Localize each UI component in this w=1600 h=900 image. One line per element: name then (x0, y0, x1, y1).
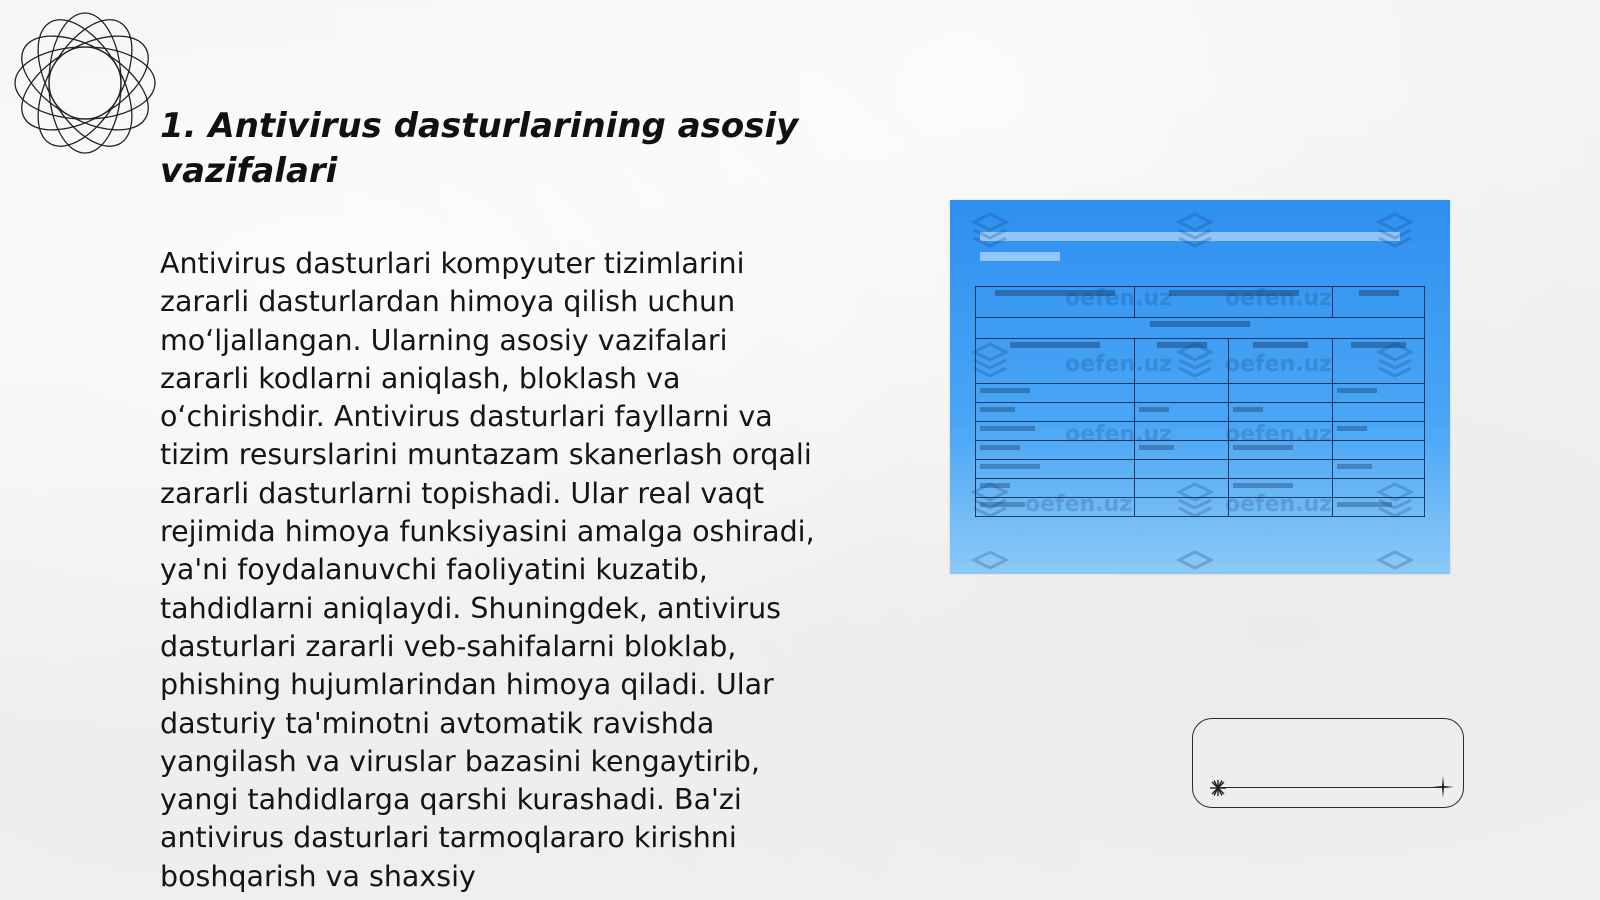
stack-layers-watermark-icon (1175, 548, 1215, 574)
circular-knot-logo-icon (10, 8, 160, 158)
slide-title-line1: 1. Antivirus dasturlarining asosiy (160, 106, 799, 146)
image-heading-blurred (980, 226, 1420, 268)
watermark-text: oefen.uz (1225, 352, 1333, 377)
slide-navigation-box (1192, 718, 1464, 808)
stack-layers-watermark-icon (1375, 548, 1415, 574)
progress-line (1217, 787, 1441, 788)
watermark-text: oefen.uz (1225, 422, 1333, 447)
watermark-text: oefen.uz (1225, 492, 1333, 517)
watermark-text: oefen.uz (1225, 286, 1333, 311)
stack-layers-watermark-icon (970, 548, 1010, 574)
starburst-icon (1209, 779, 1227, 797)
watermark-text: oefen.uz (1065, 286, 1173, 311)
image-table (975, 286, 1425, 517)
watermark-text: oefen.uz (1065, 352, 1173, 377)
slide-title (160, 104, 860, 194)
watermark-text: oefen.uz (1065, 422, 1173, 447)
sparkle-cross-icon (1431, 775, 1455, 799)
watermark-text: oefen.uz (1025, 492, 1133, 517)
document-table-image (950, 200, 1450, 574)
slide-title-line2: vazifalari (160, 151, 338, 191)
slide-body-text: Antivirus dasturlari kompyuter tizimlarini zararli dasturlardan himoya qilish uchun mo‘ljallangan. Ularning asosiy vazifalari zararli kodlarni aniqlash, bloklash va o‘chirishdir. Antivirus dasturlari fayllarni va tizim resurslarini muntazam skanerlash orqali zararli dasturlarni topishadi. Ular real vaqt rejimida himoya funksiyasini amalga oshiradi, ya'ni foydalanuvchi faoliyatini kuzatib, tahdidlarni aniqlaydi. Shuningdek, antivirus dasturlari zararli veb-sahifalarni bloklab, phishing hujumlarindan himoya qiladi. Ular dasturiy ta'minotni avtomatik ravishda yangilash va viruslar bazasini kengaytirib, yangi tahdidlarga qarshi kurashadi. Ba'zi antivirus dasturlari tarmoqlararo kirishni boshqarish va shaxsiy (160, 247, 815, 893)
